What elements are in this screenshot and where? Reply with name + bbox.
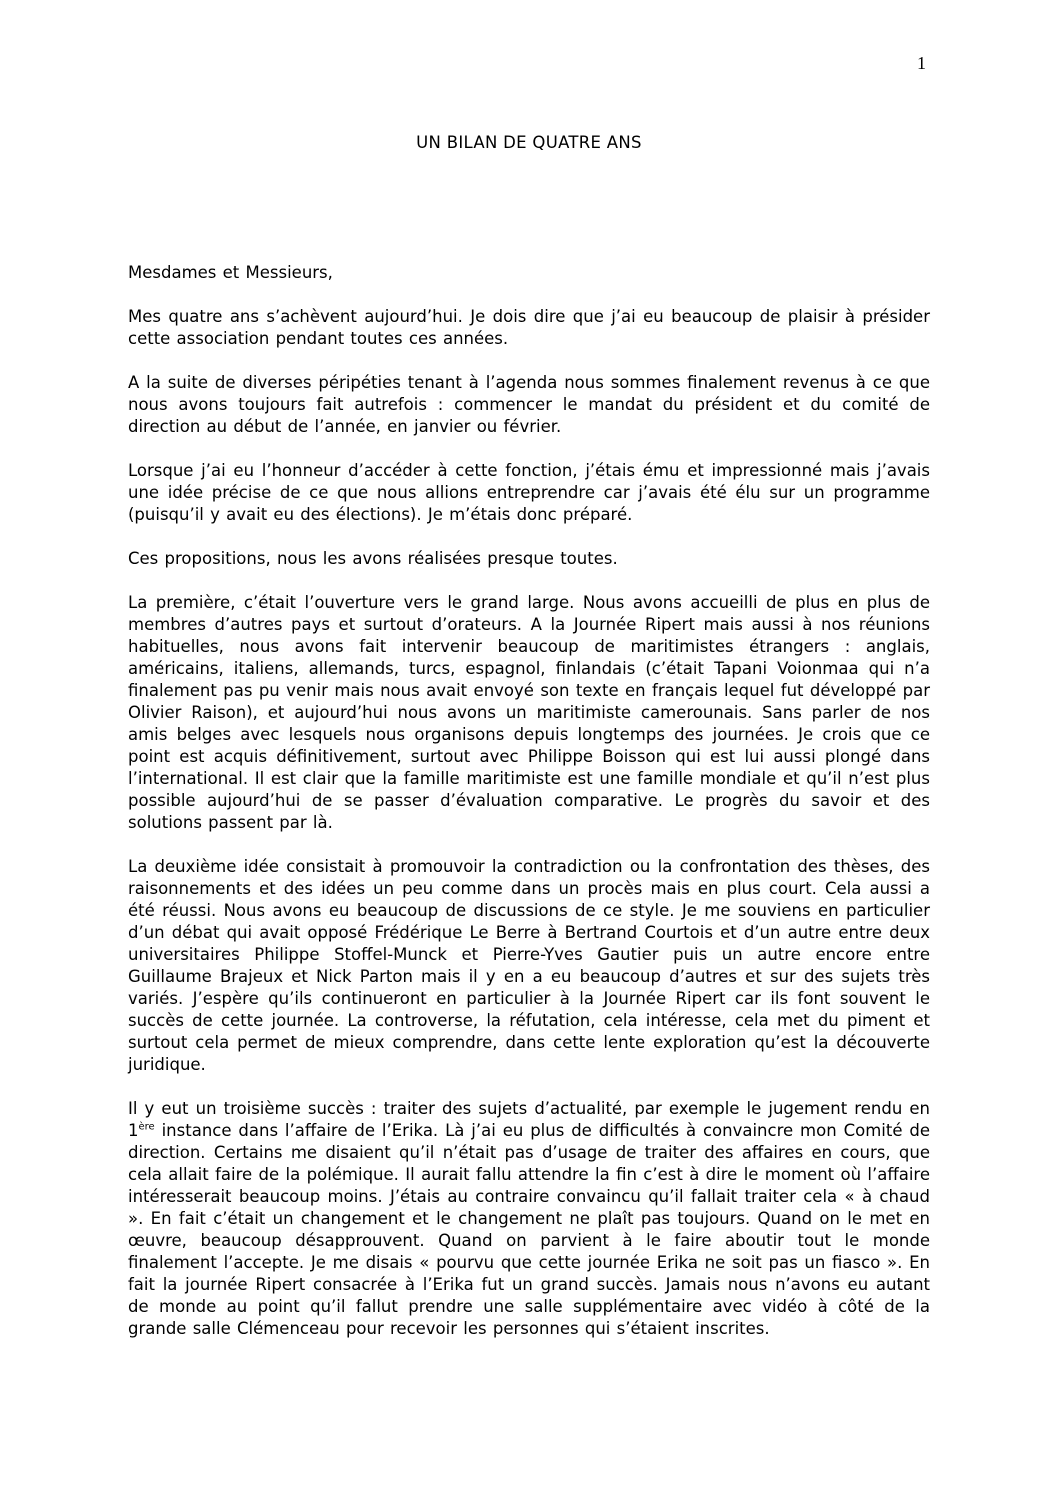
salutation: Mesdames et Messieurs, [128, 263, 333, 282]
paragraph-election: Lorsque j’ai eu l’honneur d’accéder à cette fonction, j’étais ému et impressionné mais j’avais une idée précise de ce que nous allions entreprendre car j’avais été élu sur un programme (puisqu’il y avait eu des élections). Je m’étais donc préparé. [128, 461, 930, 524]
erika-text-before-sup: Il y eut un troisième succès : traiter des sujets d’actualité, par exemple le jugement rendu en 1 [128, 1099, 930, 1140]
page-number: 1 [917, 53, 926, 73]
document-title: UN BILAN DE QUATRE ANS [416, 133, 642, 152]
document-body [128, 262, 930, 1340]
ordinal-superscript: ère [138, 1121, 155, 1133]
paragraph-propositions: Ces propositions, nous les avons réalisées presque toutes. [128, 549, 618, 568]
paragraph-contradiction: La deuxième idée consistait à promouvoir la contradiction ou la confrontation des thèses, des raisonnements et des idées un peu comme dans un procès mais en plus court. Cela aussi a été réussi. Nous avons eu beaucoup de discussions de ce style. Je me souviens en particulier d’un débat qui avait opposé Frédérique Le Berre à Bertrand Courtois et d’un autre entre deux universitaires Philippe Stoffel-Munck et Pierre-Yves Gautier puis un autre encore entre Guillaume Brajeux et Nick Parton mais il y en a eu beaucoup d’autres et sur des sujets très variés. J’espère qu’ils continueront en particulier à la Journée Ripert car ils font souvent le succès de cette journée. La controverse, la réfutation, cela intéresse, cela met du piment et surtout cela permet de mieux comprendre, dans cette lente exploration qu’est la découverte juridique. [128, 857, 930, 1074]
paragraph-agenda: A la suite de diverses péripéties tenant à l’agenda nous sommes finalement revenus à ce que nous avons toujours fait autrefois : commencer le mandat du président et du comité de direction au début de l’année, en janvier ou février. [128, 373, 930, 436]
erika-text-after-sup: instance dans l’affaire de l’Erika. Là j’ai eu plus de difficultés à convaincre mon Comité de direction. Certains me disaient qu’il n’était pas d’usage de traiter des affaires en cours, que cela allait faire de la polémique. Il aurait fallu attendre la fin c’est à dire le moment où l’affaire intéresserait beaucoup moins. J’étais au contraire convaincu qu’il fallait traiter cela « à chaud ». En fait c’était un changement et le changement ne plaît pas toujours. Quand on le met en œuvre, beaucoup désapprouvent. Quand on parvient à le faire aboutir tout le monde finalement l’accepte. Je me disais « pourvu que cette journée Erika ne soit pas un fiasco ». En fait la journée Ripert consacrée à l’Erika fut un grand succès. Jamais nous n’avons eu autant de monde au point qu’il fallut prendre une salle supplémentaire avec vidéo à côté de la grande salle Clémenceau pour recevoir les personnes qui s’étaient inscrites. [128, 1121, 930, 1338]
paragraph-intro: Mes quatre ans s’achèvent aujourd’hui. Je dois dire que j’ai eu beaucoup de plaisir à présider cette association pendant toutes ces années. [128, 307, 930, 348]
paragraph-erika [128, 1098, 930, 1340]
paragraph-ouverture: La première, c’était l’ouverture vers le grand large. Nous avons accueilli de plus en plus de membres d’autres pays et surtout d’orateurs. A la Journée Ripert mais aussi à nos réunions habituelles, nous avons fait intervenir beaucoup de maritimistes étrangers : anglais, américains, italiens, allemands, turcs, espagnol, finlandais (c’était Tapani Voionmaa qui n’a finalement pas pu venir mais nous avait envoyé son texte en français lequel fut développé par Olivier Raison), et aujourd’hui nous avons un maritimiste camerounais. Sans parler de nos amis belges avec lesquels nous organisons depuis longtemps des journées. Je crois que ce point est acquis définitivement, surtout avec Philippe Boisson qui est lui aussi plongé dans l’international. Il est clair que la famille maritimiste est une famille mondiale et qu’il n’est plus possible aujourd’hui de se passer d’évaluation comparative. Le progrès du savoir et des solutions passent par là. [128, 593, 930, 832]
